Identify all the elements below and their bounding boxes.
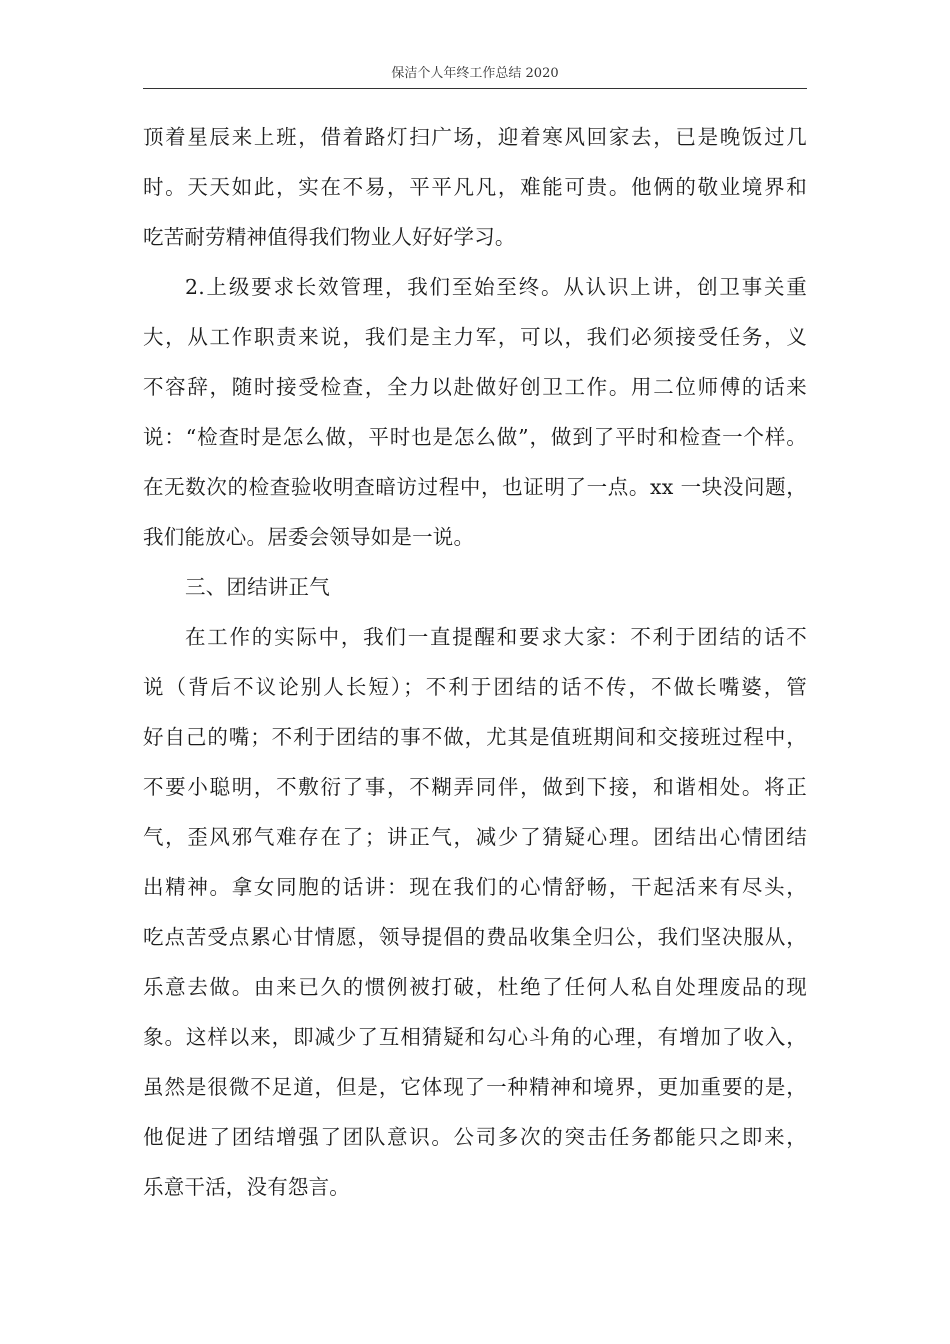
text-line: 吃苦耐劳精神值得我们物业人好好学习。 bbox=[143, 225, 516, 249]
text-line: 2.上级要求长效管理，我们至始至终。从认识上讲，创卫事关重 bbox=[185, 275, 807, 299]
text-line: 不要小聪明，不敷衍了事，不糊弄同伴，做到下接，和谐相处。将正 bbox=[143, 775, 807, 799]
text-line: 在无数次的检查验收明查暗访过程中，也证明了一点。xx 一块没问题， bbox=[143, 475, 807, 499]
text-line: 时。天天如此，实在不易，平平凡凡，难能可贵。他俩的敬业境界和 bbox=[143, 175, 807, 199]
text-line: 大，从工作职责来说，我们是主力军，可以，我们必须接受任务，义 bbox=[143, 325, 807, 349]
text-line: 说（背后不议论别人长短）；不利于团结的话不传，不做长嘴婆，管 bbox=[143, 675, 807, 699]
text-line: 在工作的实际中，我们一直提醒和要求大家：不利于团结的话不 bbox=[185, 625, 807, 649]
text-line: 象。这样以来，即减少了互相猜疑和勾心斗角的心理，有增加了收入， bbox=[143, 1025, 807, 1049]
text-line: 好自己的嘴；不利于团结的事不做，尤其是值班期间和交接班过程中， bbox=[143, 725, 807, 749]
text-line: 乐意干活，没有怨言。 bbox=[143, 1175, 350, 1199]
text-line: 不容辞，随时接受检查，全力以赴做好创卫工作。用二位师傅的话来 bbox=[143, 375, 807, 399]
header-rule bbox=[143, 88, 807, 89]
text-line: 吃点苦受点累心甘情愿，领导提倡的费品收集全归公，我们坚决服从， bbox=[143, 925, 807, 949]
text-line: 说：“检查时是怎么做，平时也是怎么做”，做到了平时和检查一个样。 bbox=[143, 425, 807, 449]
text-line: 虽然是很微不足道，但是，它体现了一种精神和境界，更加重要的是， bbox=[143, 1075, 807, 1099]
text-line: 出精神。拿女同胞的话讲：现在我们的心情舒畅，干起活来有尽头， bbox=[143, 875, 807, 899]
text-line: 气，歪风邪气难存在了；讲正气，减少了猜疑心理。团结出心情团结 bbox=[143, 825, 807, 849]
text-line: 乐意去做。由来已久的惯例被打破，杜绝了任何人私自处理废品的现 bbox=[143, 975, 807, 999]
text-line: 他促进了团结增强了团队意识。公司多次的突击任务都能只之即来， bbox=[143, 1125, 807, 1149]
text-line: 我们能放心。居委会领导如是一说。 bbox=[143, 525, 475, 549]
text-line: 顶着星辰来上班，借着路灯扫广场，迎着寒风回家去，已是晚饭过几 bbox=[143, 125, 807, 149]
section-heading: 三、团结讲正气 bbox=[185, 575, 330, 599]
body-text bbox=[143, 112, 807, 1212]
running-header: 保洁个人年终工作总结 2020 bbox=[391, 66, 559, 81]
